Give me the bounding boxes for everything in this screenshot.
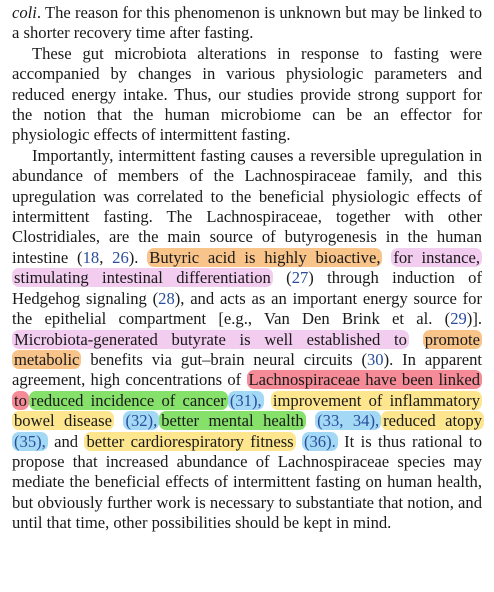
italic-species-name: coli	[12, 3, 37, 22]
highlight-citation-31[interactable]: (31),	[229, 390, 262, 410]
text-run: ). In apparent agreement, high concentrations of	[12, 349, 482, 390]
highlight-lachnospiraceae-linked: Lachnospiraceae have been linked to	[14, 370, 480, 410]
paragraph-2-text: These gut microbiota alterations in response to fasting were accompanied by changes in various physiologic parameters and reduced energy intake. Thus, our studies provide strong support for the notion that the human microbiome can be an effector for physiologic effects of intermittent fasting.	[12, 43, 482, 145]
paragraph-2	[12, 44, 482, 146]
citation-link[interactable]: 29	[450, 309, 467, 329]
text-run	[306, 411, 315, 430]
text-run: and	[47, 431, 85, 451]
highlight-mental-health: better mental health	[161, 411, 304, 431]
highlight-citation-36[interactable]: (36).	[303, 431, 336, 451]
text-run	[114, 411, 123, 430]
highlight-ibd-improvement: improvement of inflammatory bowel disease	[14, 390, 480, 431]
paragraph-1-text: . The reason for this phenomenon is unknown but may be linked to a shorter recovery time after fasting.	[12, 3, 482, 43]
text-run: (	[272, 268, 292, 288]
citation-link[interactable]: 27	[291, 268, 309, 288]
highlight-microbiota-butyrate: Microbiota-generated butyrate is well established to	[14, 329, 407, 349]
text-run: It is thus rational to propose that increased abundance of Lachnospiraceae species may mediate the beneficial effects of intermittent fasting on human health, but obviously further work is necessary to substantiate that notion, and until that time, other possibilities should be kept in mind.	[12, 431, 482, 533]
highlight-citation-32[interactable]: (32),	[125, 411, 158, 431]
highlight-intestinal-differentiation: for instance, stimulating intestinal differentiation	[14, 247, 481, 288]
highlight-citation-33-34[interactable]: (33, 34),	[317, 411, 380, 431]
highlight-citation-35[interactable]: (35),	[14, 431, 46, 451]
text-run	[409, 330, 423, 349]
highlight-reduced-cancer: reduced incidence of cancer	[30, 390, 226, 410]
paragraph-3-text: Importantly, intermittent fasting causes a reversible upregulation in abundance of members of the Lachnospiraceae family, and this upregulation was correlated to the beneficial physiologic effects of intermittent fasting. The Lachnospiraceae, together with other Clostridiales, are the main source of butyrogenesis in the human intestine (	[12, 145, 482, 267]
text-run: ,	[99, 247, 113, 267]
highlight-promote-metabolic: promote metabolic	[14, 329, 480, 369]
text-run	[264, 391, 271, 410]
paragraph-1	[12, 3, 482, 44]
text-run: )].	[466, 309, 482, 329]
text-run: benefits via gut–brain neural circuits (	[81, 349, 367, 369]
highlight-butyric-acid: Butyric acid is highly bioactive,	[149, 247, 381, 267]
citation-link[interactable]: 26	[112, 247, 129, 267]
paragraph-3	[12, 146, 482, 534]
citation-link[interactable]: 30	[367, 349, 384, 369]
text-run: ) through induction of Hedgehog signaling (	[12, 268, 482, 308]
citation-link[interactable]: 18	[82, 247, 100, 267]
text-run	[296, 432, 302, 451]
text-run	[382, 248, 391, 267]
citation-link[interactable]: 28	[158, 288, 175, 308]
highlight-reduced-atopy: reduced atopy	[383, 411, 483, 431]
text-run: ), and acts as an important energy source for the epithelial compartment [e.g., Van Den Brink et al. (	[12, 288, 482, 329]
text-run: ).	[128, 247, 148, 267]
highlight-cardiorespiratory-fitness: better cardiorespiratory fitness	[86, 431, 294, 451]
